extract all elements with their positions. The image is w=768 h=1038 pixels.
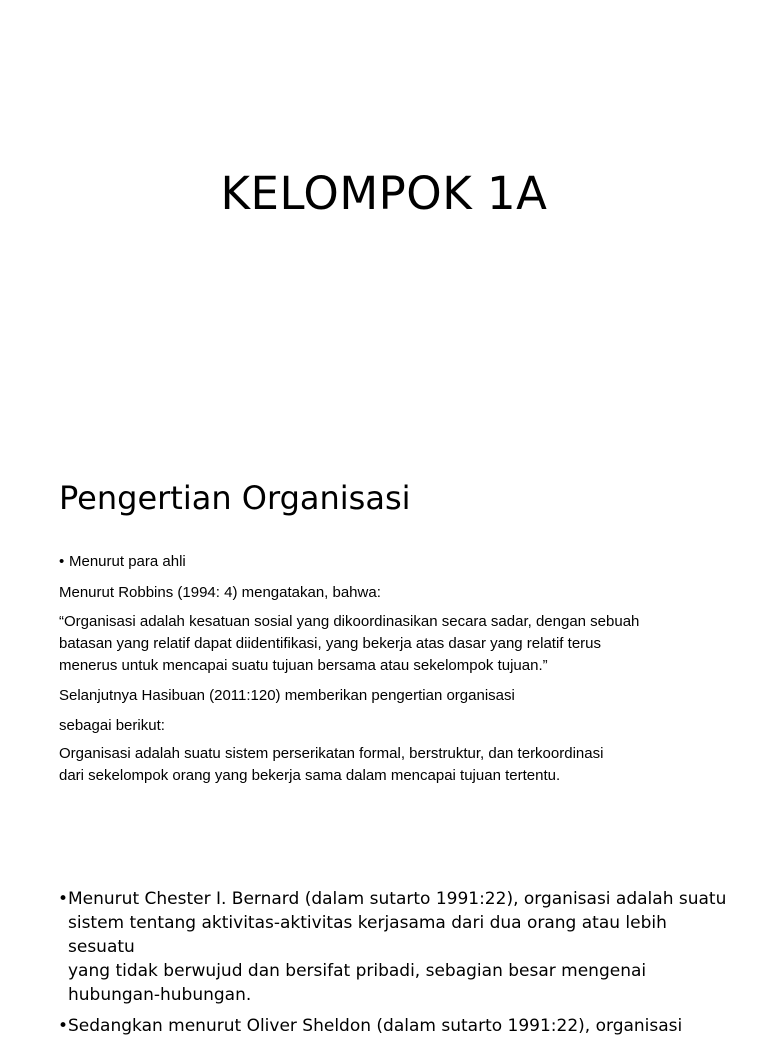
- slide-heading: Pengertian Organisasi: [59, 479, 411, 517]
- slide-pengertian-organisasi: [0, 432, 768, 850]
- definition-line-2: dari sekelompok orang yang bekerja sama dalam mencapai tujuan tertentu.: [59, 767, 561, 784]
- sheldon-bullet: [58, 1014, 728, 1038]
- robbins-intro: Menurut Robbins (1994: 4) mengatakan, bahwa:: [59, 584, 381, 601]
- bernard-line-1: Menurut Chester I. Bernard (dalam sutarto 1991:22), organisasi adalah suatu: [68, 889, 727, 909]
- definition-line-1: Organisasi adalah suatu sistem perserikatan formal, berstruktur, dan terkoordinasi: [59, 745, 604, 762]
- bernard-bullet: [58, 887, 728, 1007]
- hasibuan-line-2: sebagai berikut:: [59, 717, 165, 734]
- slide-title: [0, 0, 768, 432]
- slide-title-text: KELOMPOK 1A: [220, 167, 548, 220]
- bullet-dot: •: [58, 1016, 69, 1036]
- quote-line-2: batasan yang relatif dapat diidentifikasi, yang bekerja atas dasar yang relatif terus: [59, 635, 601, 652]
- quote-line-3: menerus untuk mencapai suatu tujuan bersama atau sekelompok tujuan.”: [59, 657, 548, 674]
- bullet-text: Menurut para ahli: [69, 553, 186, 570]
- bullet-dot: •: [59, 553, 65, 570]
- bernard-line-4: hubungan-hubungan.: [68, 985, 252, 1005]
- bullet-dot: •: [58, 889, 69, 909]
- bullet-item: [59, 552, 186, 572]
- slide-bernard-sheldon: [0, 850, 768, 1036]
- quote-line-1: “Organisasi adalah kesatuan sosial yang dikoordinasikan secara sadar, dengan sebuah: [59, 613, 640, 630]
- bernard-line-3: yang tidak berwujud dan bersifat pribadi, sebagian besar mengenai: [68, 961, 647, 981]
- hasibuan-line-1: Selanjutnya Hasibuan (2011:120) memberikan pengertian organisasi: [59, 687, 515, 704]
- bernard-line-2: sistem tentang aktivitas-aktivitas kerjasama dari dua orang atau lebih sesuatu: [68, 913, 667, 957]
- sheldon-line-1: Sedangkan menurut Oliver Sheldon (dalam sutarto 1991:22), organisasi: [68, 1016, 683, 1036]
